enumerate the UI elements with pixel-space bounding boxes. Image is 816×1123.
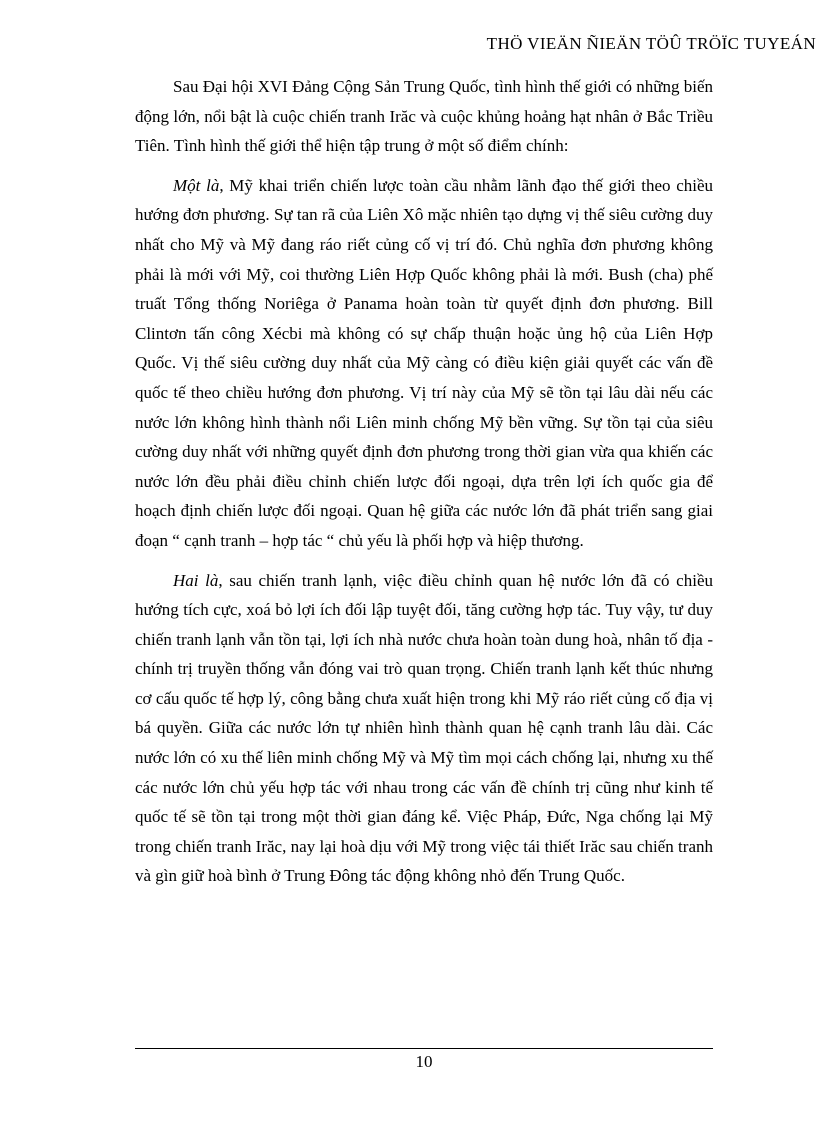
paragraph-text: , Mỹ khai triển chiến lược toàn cầu nhằm lãnh đạo thế giới theo chiều hướng đơn phương. Sự tan rã của Liên Xô mặc nhiên tạo dựng vị thế siêu cường duy nhất cho Mỹ và Mỹ đang ráo riết củng cố vị trí đó. Chủ nghĩa đơn phương không phải là mới với Mỹ, coi thường Liên Hợp Quốc không phải là mới. Bush (cha) phế truất Tổng thống Noriêga ở Panama hoàn toàn từ quyết định đơn phương. Bill Clintơn tấn công Xécbi mà không có sự chấp thuận hoặc ủng hộ của Liên Hợp Quốc. Vị thế siêu cường duy nhất của Mỹ càng có điều kiện giải quyết các vấn đề quốc tế theo chiều hướng đơn phương. Vị trí này của Mỹ sẽ tồn tại lâu dài nếu các nước lớn không hình thành nổi Liên minh chống Mỹ bền vững. Sự tồn tại của siêu cường duy nhất với những quyết định đơn phương trong thời gian vừa qua khiến các nước lớn đều phải điều chỉnh chiến lược đối ngoại, dựa trên lợi ích quốc gia để hoạch định chiến lược đối ngoại. Quan hệ giữa các nước lớn đã phát triển sang giai đoạn “ cạnh tranh – hợp tác “ chủ yếu là phối hợp và hiệp thương.	[135, 175, 714, 550]
paragraph-point-two	[135, 566, 713, 892]
paragraph-text: , sau chiến tranh lạnh, việc điều chỉnh quan hệ nước lớn đã có chiều hướng tích cực, xoá bỏ lợi ích đối lập tuyệt đối, tăng cường hợp tác. Tuy vậy, tư duy chiến tranh lạnh vẫn tồn tại, lợi ích nhà nước chưa hoàn toàn dung hoà, nhân tố địa - chính trị truyền thống vẫn đóng vai trò quan trọng. Chiến tranh lạnh kết thúc nhưng cơ cấu quốc tế hợp lý, công bằng chưa xuất hiện trong khi Mỹ ráo riết củng cố địa vị bá quyền. Giữa các nước lớn tự nhiên hình thành quan hệ cạnh tranh lâu dài. Các nước lớn có xu thế liên minh chống Mỹ và Mỹ tìm mọi cách chống lại, nhưng xu thế các nước lớn chủ yếu hợp tác với nhau trong các vấn đề chính trị cũng như kinh tế quốc tế sẽ tồn tại trong một thời gian đáng kể. Việc Pháp, Đức, Nga chống lại Mỹ trong chiến tranh Irăc, nay lại hoà dịu với Mỹ trong việc tái thiết Irăc sau chiến tranh và gìn giữ hoà bình ở Trung Đông tác động không nhỏ đến Trung Quốc.	[135, 570, 713, 886]
paragraph-point-one	[135, 171, 713, 556]
page-number: 10	[415, 1052, 433, 1071]
paragraph-intro	[135, 72, 713, 161]
paragraph-lead: Hai là	[173, 570, 219, 590]
page-header: THÖ VIEÄN ÑIEÄN TÖÛ TRÖÏC TUYEÁN	[486, 34, 816, 53]
paragraph-text: Sau Đại hội XVI Đảng Cộng Sản Trung Quốc, tình hình thế giới có những biến động lớn, nổi bật là cuộc chiến tranh Irăc và cuộc khủng hoảng hạt nhân ở Bắc Triều Tiên. Tình hình thế giới thể hiện tập trung ở một số điểm chính:	[135, 77, 713, 156]
paragraph-lead: Một là	[173, 175, 220, 195]
footer-divider	[135, 1048, 713, 1049]
document-body	[135, 72, 713, 901]
